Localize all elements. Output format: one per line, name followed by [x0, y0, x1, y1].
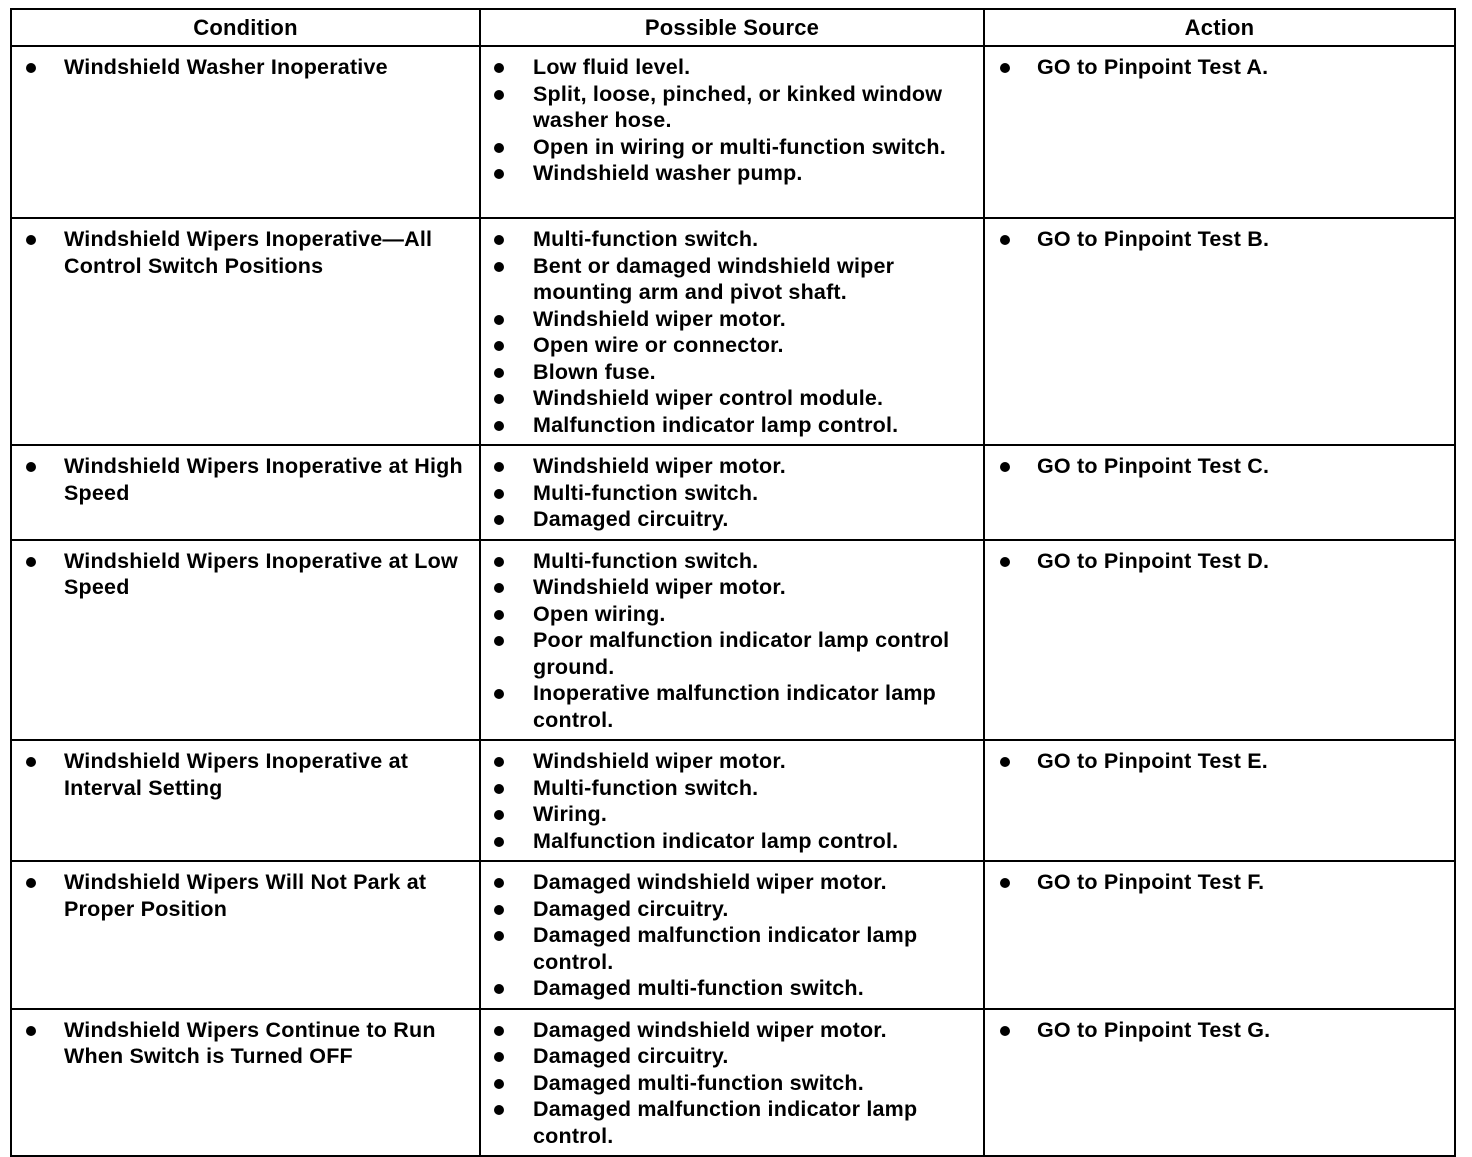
source-text: Multi-function switch.	[533, 548, 759, 573]
condition-item	[12, 54, 473, 81]
source-text: Bent or damaged windshield wiper mounting arm and pivot shaft.	[533, 253, 895, 304]
bullet-icon	[494, 878, 504, 888]
source-text: Multi-function switch.	[533, 480, 759, 505]
header-condition: Condition	[11, 9, 480, 46]
condition-cell	[11, 540, 480, 741]
action-cell	[984, 445, 1455, 540]
condition-item	[12, 548, 473, 601]
source-item	[481, 601, 977, 628]
source-text: Malfunction indicator lamp control.	[533, 412, 899, 437]
action-item	[985, 548, 1448, 575]
source-item	[481, 1070, 977, 1097]
source-item	[481, 306, 977, 333]
condition-item	[12, 226, 473, 279]
source-cell	[480, 740, 984, 861]
header-possible-source: Possible Source	[480, 9, 984, 46]
source-item	[481, 385, 977, 412]
condition-text: Windshield Wipers Inoperative at High Speed	[64, 454, 463, 505]
bullet-icon	[494, 143, 504, 153]
source-cell	[480, 540, 984, 741]
source-text: Windshield washer pump.	[533, 161, 803, 185]
bullet-icon	[494, 394, 504, 404]
table-row	[11, 445, 1455, 540]
bullet-icon	[494, 462, 504, 472]
bullet-icon	[26, 757, 36, 767]
bullet-icon	[494, 315, 504, 325]
action-item	[985, 226, 1448, 253]
source-text: Damaged windshield wiper motor.	[533, 1017, 887, 1042]
source-item	[481, 574, 977, 601]
bullet-icon	[1000, 462, 1010, 472]
source-item	[481, 775, 977, 802]
source-item	[481, 54, 977, 81]
bullet-icon	[26, 235, 36, 245]
source-item	[481, 801, 977, 828]
source-text: Damaged multi-function switch.	[533, 976, 864, 1000]
table-row	[11, 218, 1455, 445]
bullet-icon	[26, 1026, 36, 1036]
bullet-icon	[494, 341, 504, 351]
condition-cell	[11, 218, 480, 445]
action-cell	[984, 540, 1455, 741]
table-row	[11, 861, 1455, 1009]
bullet-icon	[494, 63, 504, 73]
source-item	[481, 359, 977, 386]
source-item	[481, 134, 977, 161]
source-text: Inoperative malfunction indicator lamp control.	[533, 681, 937, 732]
action-cell	[984, 1009, 1455, 1157]
condition-item	[12, 869, 473, 922]
source-item	[481, 1096, 977, 1149]
condition-cell	[11, 861, 480, 1009]
source-item	[481, 748, 977, 775]
source-item	[481, 548, 977, 575]
source-cell	[480, 218, 984, 445]
action-text: GO to Pinpoint Test A.	[1037, 55, 1269, 79]
condition-text: Windshield Washer Inoperative	[64, 55, 388, 79]
source-item	[481, 1043, 977, 1070]
bullet-icon	[494, 837, 504, 847]
source-item	[481, 506, 977, 533]
bullet-icon	[1000, 235, 1010, 245]
source-item	[481, 869, 977, 896]
header-action: Action	[984, 9, 1455, 46]
bullet-icon	[494, 1105, 504, 1115]
bullet-icon	[494, 905, 504, 915]
condition-text: Windshield Wipers Inoperative—All Control Switch Positions	[64, 227, 433, 278]
condition-cell	[11, 1009, 480, 1157]
table-row	[11, 46, 1455, 218]
bullet-icon	[494, 515, 504, 525]
source-text: Multi-function switch.	[533, 775, 759, 800]
source-cell	[480, 445, 984, 540]
bullet-icon	[494, 90, 504, 100]
source-item	[481, 1017, 977, 1044]
bullet-icon	[494, 368, 504, 378]
source-item	[481, 627, 977, 680]
header-row	[11, 9, 1455, 46]
condition-item	[12, 748, 473, 801]
source-item	[481, 332, 977, 359]
bullet-icon	[26, 462, 36, 472]
condition-cell	[11, 445, 480, 540]
bullet-icon	[494, 636, 504, 646]
action-text: GO to Pinpoint Test D.	[1037, 548, 1270, 573]
bullet-icon	[1000, 557, 1010, 567]
source-item	[481, 81, 977, 134]
source-text: Windshield wiper motor.	[533, 306, 786, 331]
source-text: Split, loose, pinched, or kinked window washer hose.	[533, 81, 943, 132]
source-text: Damaged circuitry.	[533, 1044, 729, 1068]
action-cell	[984, 218, 1455, 445]
condition-text: Windshield Wipers Continue to Run When Switch is Turned OFF	[64, 1017, 436, 1068]
source-item	[481, 226, 977, 253]
bullet-icon	[1000, 63, 1010, 73]
bullet-icon	[1000, 757, 1010, 767]
action-text: GO to Pinpoint Test F.	[1037, 870, 1265, 894]
source-item	[481, 253, 977, 306]
source-item	[481, 975, 977, 1002]
source-item	[481, 828, 977, 855]
source-text: Windshield wiper motor.	[533, 575, 786, 599]
action-item	[985, 453, 1448, 480]
symptom-table	[10, 8, 1456, 1157]
bullet-icon	[494, 583, 504, 593]
bullet-icon	[494, 557, 504, 567]
source-text: Wiring.	[533, 802, 608, 826]
source-item	[481, 896, 977, 923]
source-item	[481, 453, 977, 480]
source-cell	[480, 861, 984, 1009]
condition-cell	[11, 740, 480, 861]
bullet-icon	[494, 489, 504, 499]
bullet-icon	[1000, 878, 1010, 888]
condition-item	[12, 1017, 473, 1070]
action-cell	[984, 46, 1455, 218]
bullet-icon	[26, 878, 36, 888]
source-text: Open wire or connector.	[533, 333, 784, 357]
diagnosis-chart	[10, 8, 1454, 1157]
source-item	[481, 480, 977, 507]
source-text: Damaged malfunction indicator lamp control.	[533, 923, 918, 974]
bullet-icon	[26, 63, 36, 73]
condition-text: Windshield Wipers Inoperative at Low Speed	[64, 548, 458, 599]
action-text: GO to Pinpoint Test E.	[1037, 749, 1268, 773]
source-text: Windshield wiper motor.	[533, 749, 786, 773]
source-text: Low fluid level.	[533, 55, 691, 79]
bullet-icon	[494, 421, 504, 431]
action-cell	[984, 740, 1455, 861]
source-text: Damaged windshield wiper motor.	[533, 870, 887, 894]
action-item	[985, 748, 1448, 775]
source-item	[481, 412, 977, 439]
bullet-icon	[26, 557, 36, 567]
source-text: Damaged circuitry.	[533, 896, 729, 921]
bullet-icon	[494, 984, 504, 994]
table-row	[11, 540, 1455, 741]
action-text: GO to Pinpoint Test G.	[1037, 1017, 1271, 1042]
condition-item	[12, 453, 473, 506]
bullet-icon	[494, 931, 504, 941]
bullet-icon	[494, 262, 504, 272]
condition-text: Windshield Wipers Will Not Park at Proper Position	[64, 870, 427, 921]
source-text: Poor malfunction indicator lamp control ground.	[533, 628, 950, 679]
condition-cell	[11, 46, 480, 218]
source-text: Multi-function switch.	[533, 227, 759, 251]
condition-text: Windshield Wipers Inoperative at Interval Setting	[64, 749, 409, 800]
action-item	[985, 869, 1448, 896]
bullet-icon	[1000, 1026, 1010, 1036]
source-cell	[480, 46, 984, 218]
bullet-icon	[494, 784, 504, 794]
source-item	[481, 160, 977, 187]
bullet-icon	[494, 689, 504, 699]
bullet-icon	[494, 235, 504, 245]
source-item	[481, 680, 977, 733]
source-text: Damaged malfunction indicator lamp control.	[533, 1097, 918, 1148]
bullet-icon	[494, 810, 504, 820]
table-row	[11, 740, 1455, 861]
action-item	[985, 54, 1448, 81]
bullet-icon	[494, 1052, 504, 1062]
bullet-icon	[494, 1079, 504, 1089]
table-row	[11, 1009, 1455, 1157]
source-cell	[480, 1009, 984, 1157]
action-item	[985, 1017, 1448, 1044]
source-text: Damaged circuitry.	[533, 507, 729, 531]
source-text: Damaged multi-function switch.	[533, 1070, 864, 1095]
source-item	[481, 922, 977, 975]
action-cell	[984, 861, 1455, 1009]
source-text: Open wiring.	[533, 601, 666, 626]
source-text: Blown fuse.	[533, 359, 656, 384]
source-text: Open in wiring or multi-function switch.	[533, 134, 946, 159]
source-text: Malfunction indicator lamp control.	[533, 828, 899, 853]
action-text: GO to Pinpoint Test B.	[1037, 227, 1270, 251]
bullet-icon	[494, 610, 504, 620]
source-text: Windshield wiper control module.	[533, 386, 884, 410]
bullet-icon	[494, 169, 504, 179]
action-text: GO to Pinpoint Test C.	[1037, 454, 1270, 478]
source-text: Windshield wiper motor.	[533, 454, 786, 478]
bullet-icon	[494, 757, 504, 767]
bullet-icon	[494, 1026, 504, 1036]
